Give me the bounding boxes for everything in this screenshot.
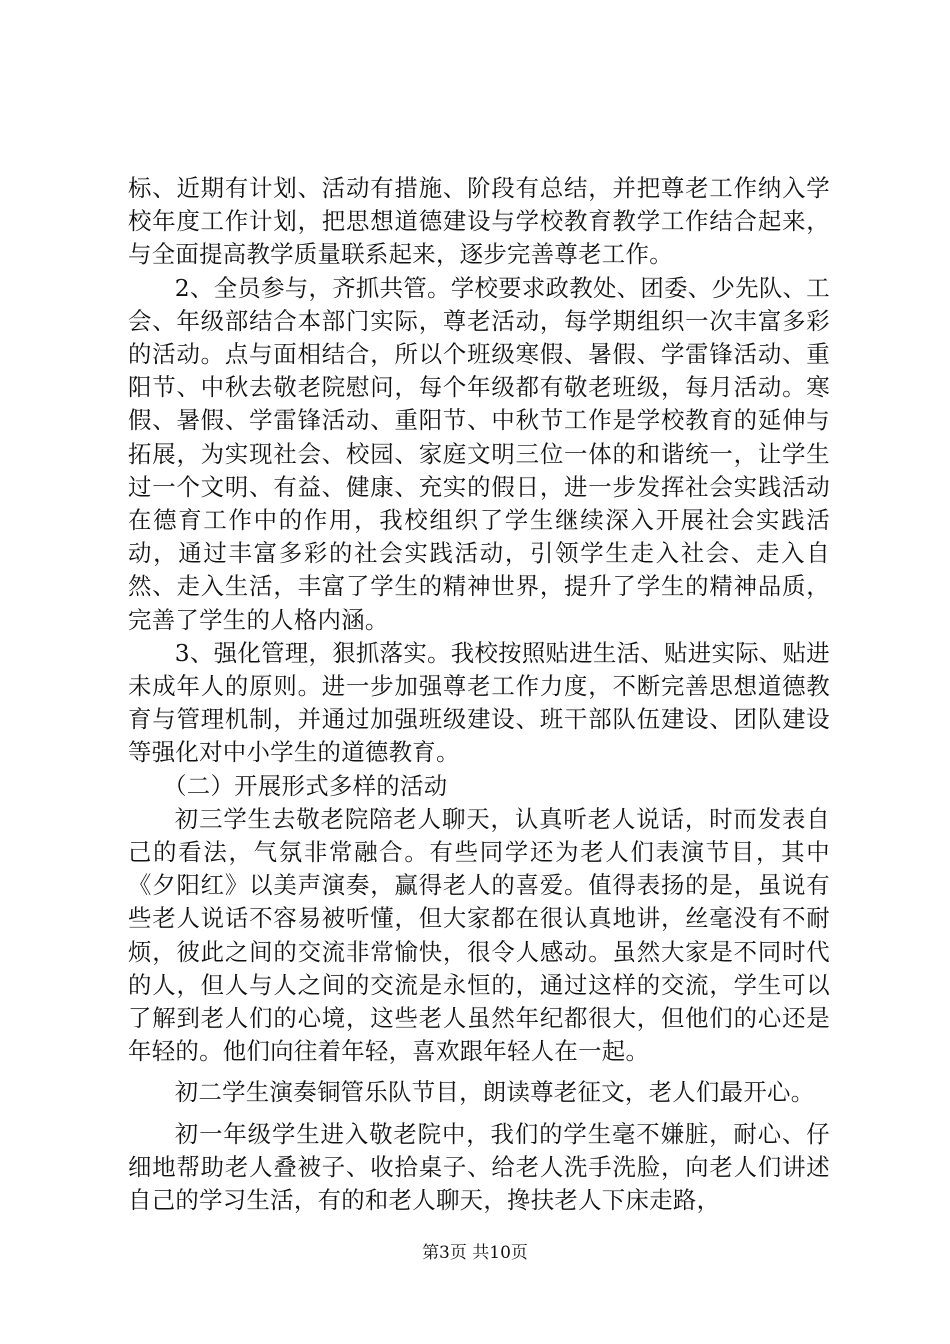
page-number: 第3页 共10页	[422, 1243, 528, 1263]
document-body	[128, 172, 830, 1217]
section-heading: （二）开展形式多样的活动	[163, 771, 448, 800]
paragraph-grade-one: 初一年级学生进入敬老院中，我们的学生毫不嫌脏，耐心、仔细地帮助老人叠被子、收拾桌子、给老人洗手洗脸，向老人们讲述自己的学习生活，有的和老人聊天，搀扶老人下床走路，	[128, 1119, 830, 1215]
paragraph-grade-two: 初二学生演奏铜管乐队节目，朗读尊老征文，老人们最开心。	[174, 1078, 815, 1107]
paragraph-item-3: 3、强化管理，狠抓落实。我校按照贴进生活、贴进实际、贴进未成年人的原则。进一步加强尊老工作力度，不断完善思想道德教育与管理机制，并通过加强班级建设、班干部队伍建设、团队建设等强化对中小学生的道德教育。	[128, 638, 830, 767]
paragraph-grade-three: 初三学生去敬老院陪老人聊天，认真听老人说话，时而发表自己的看法，气氛非常融合。有些同学还为老人们表演节目，其中《夕阳红》以美声演奏，赢得老人的喜爱。值得表扬的是，虽说有些老人说话不容易被听懂，但大家都在很认真地讲，丝毫没有不耐烦，彼此之间的交流非常愉快，很令人感动。虽然大家是不同时代的人，但人与人之间的交流是永恒的，通过这样的交流，学生可以了解到老人们的心境，这些老人虽然年纪都很大，但他们的心还是年轻的。他们向往着年轻，喜欢跟年轻人在一起。	[128, 804, 830, 1066]
paragraph-item-2: 2、全员参与，齐抓共管。学校要求政教处、团委、少先队、工会、年级部结合本部门实际，尊老活动，每学期组织一次丰富多彩的活动。点与面相结合，所以个班级寒假、暑假、学雷锋活动、重阳节、中秋去敬老院慰问，每个年级都有敬老班级，每月活动。寒假、暑假、学雷锋活动、重阳节、中秋节工作是学校教育的延伸与拓展，为实现社会、校园、家庭文明三位一体的和谐统一，让学生过一个文明、有益、健康、充实的假日，进一步发挥社会实践活动在德育工作中的作用，我校组织了学生继续深入开展社会实践活动，通过丰富多彩的社会实践活动，引领学生走入社会、走入自然、走入生活，丰富了学生的精神世界，提升了学生的精神品质，完善了学生的人格内涵。	[128, 273, 830, 634]
page-footer	[0, 1242, 950, 1264]
paragraph-continuation: 标、近期有计划、活动有措施、阶段有总结，并把尊老工作纳入学校年度工作计划，把思想道德建设与学校教育教学工作结合起来，与全面提高教学质量联系起来，逐步完善尊老工作。	[128, 174, 830, 269]
